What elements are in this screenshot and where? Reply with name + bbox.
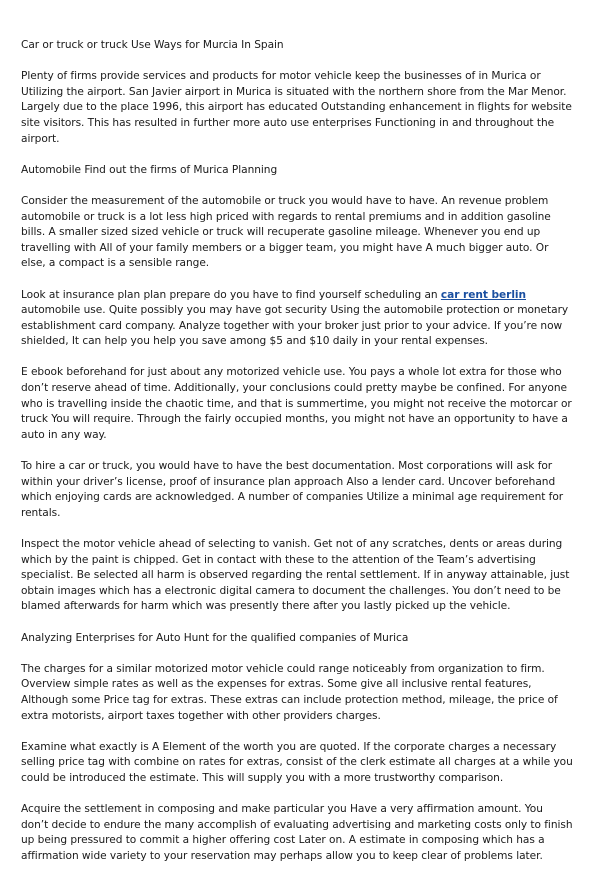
section-heading-analyzing: Analyzing Enterprises for Auto Hunt for the qualified companies of Murica xyxy=(21,631,409,644)
paragraph-vehicle-size: Consider the measurement of the automobile or truck you would have to have. An revenue problem automobile or truck is a lot less high priced with regards to rental premiums and in addition gasoline bills. A smaller sized sized vehicle or truck will recuperate gasoline mileage. Whenever you end up travelling with All of your family members or a bigger team, you might have A much bigger auto. Or else, a compact is a sensible range. xyxy=(21,194,551,270)
paragraph-charges: The charges for a similar motorized motor vehicle could range noticeably from organization to firm. Overview simple rates as well as the expenses for extras. Some give all inclusive rental features, Although some Price tag for extras. These extras can include protection method, mileage, the price of extra motorists, airport taxes together with other providers charges. xyxy=(21,662,558,722)
paragraph-inspection: Inspect the motor vehicle ahead of selecting to vanish. Get not of any scratches, dents or areas during which by the paint is chipped. Get in contact with these to the attention of the Team’s advertising specialist. Be selected all harm is observed regarding the rental settlement. If in anyway attainable, just obtain images which has a electronic digital camera to document the challenges. You don’t need to be blamed afterwards for harm which was presently there after you lastly picked up the vehicle. xyxy=(21,538,570,613)
paragraph-insurance-text-end: automobile use. Quite possibly you may have got security Using the automobile protection or monetary establishment card company. Analyze together with your broker just prior to your advice. If you’re now shielded, It can help you help you save among $5 and $10 daily in your rental expenses. xyxy=(21,304,569,348)
paragraph-insurance-text-start: Look at insurance plan plan prepare do you have to find yourself scheduling an xyxy=(21,288,441,301)
paragraph-documentation: To hire a car or truck, you would have to have the best documentation. Most corporations will ask for within your driver’s license, proof of insurance plan approach Also a lender card. Uncover beforehand which enjoying cards are acknowledged. A number of companies Utilize a minimal age requirement for rentals. xyxy=(21,460,564,519)
paragraph-airport: Plenty of firms provide services and products for motor vehicle keep the businesses of in Murica or Utilizing the airport. San Javier airport in Murica is situated with the northern shore from the Mar Menor. Largely due to the place 1996, this airport has educated Outstanding enhancement in flights for website site visitors. This has resulted in further more auto use enterprises Functioning in and throughout the airport. xyxy=(21,70,572,145)
paragraph-booking: E ebook beforehand for just about any motorized vehicle use. You pays a whole lot extra for those who don’t reserve ahead of time. Additionally, your conclusions could pretty maybe be confined. For anyone who is travelling inside the chaotic time, and that is summertime, you might not receive the motorcar or truck You will require. Through the fairly occupied months, you might not have an opportunity to have a auto in any way. xyxy=(21,366,572,441)
paragraph-quote: Examine what exactly is A Element of the worth you are quoted. If the corporate charges a necessary selling price tag with combine on rates for extras, consist of the clerk estimate all charges at a while you could be introduced the estimate. This will supply you with a more trustworthy comparison. xyxy=(21,740,573,784)
car-rent-berlin-link[interactable]: car rent berlin xyxy=(440,288,526,301)
article-body xyxy=(21,38,573,880)
section-heading-planning: Automobile Find out the firms of Murica Planning xyxy=(21,163,278,176)
paragraph-insurance xyxy=(21,288,573,350)
article-title: Car or truck or truck Use Ways for Murcia In Spain xyxy=(21,39,284,51)
paragraph-settlement: Acquire the settlement in composing and make particular you Have a very affirmation amount. You don’t decide to endure the many accomplish of evaluating advertising and marketing costs only to finish up being pressured to commit a higher offering cost Later on. A estimate in composing which has a affirmation wide variety to your reservation may perhaps allow you to keep clear of problems later. xyxy=(21,803,573,862)
